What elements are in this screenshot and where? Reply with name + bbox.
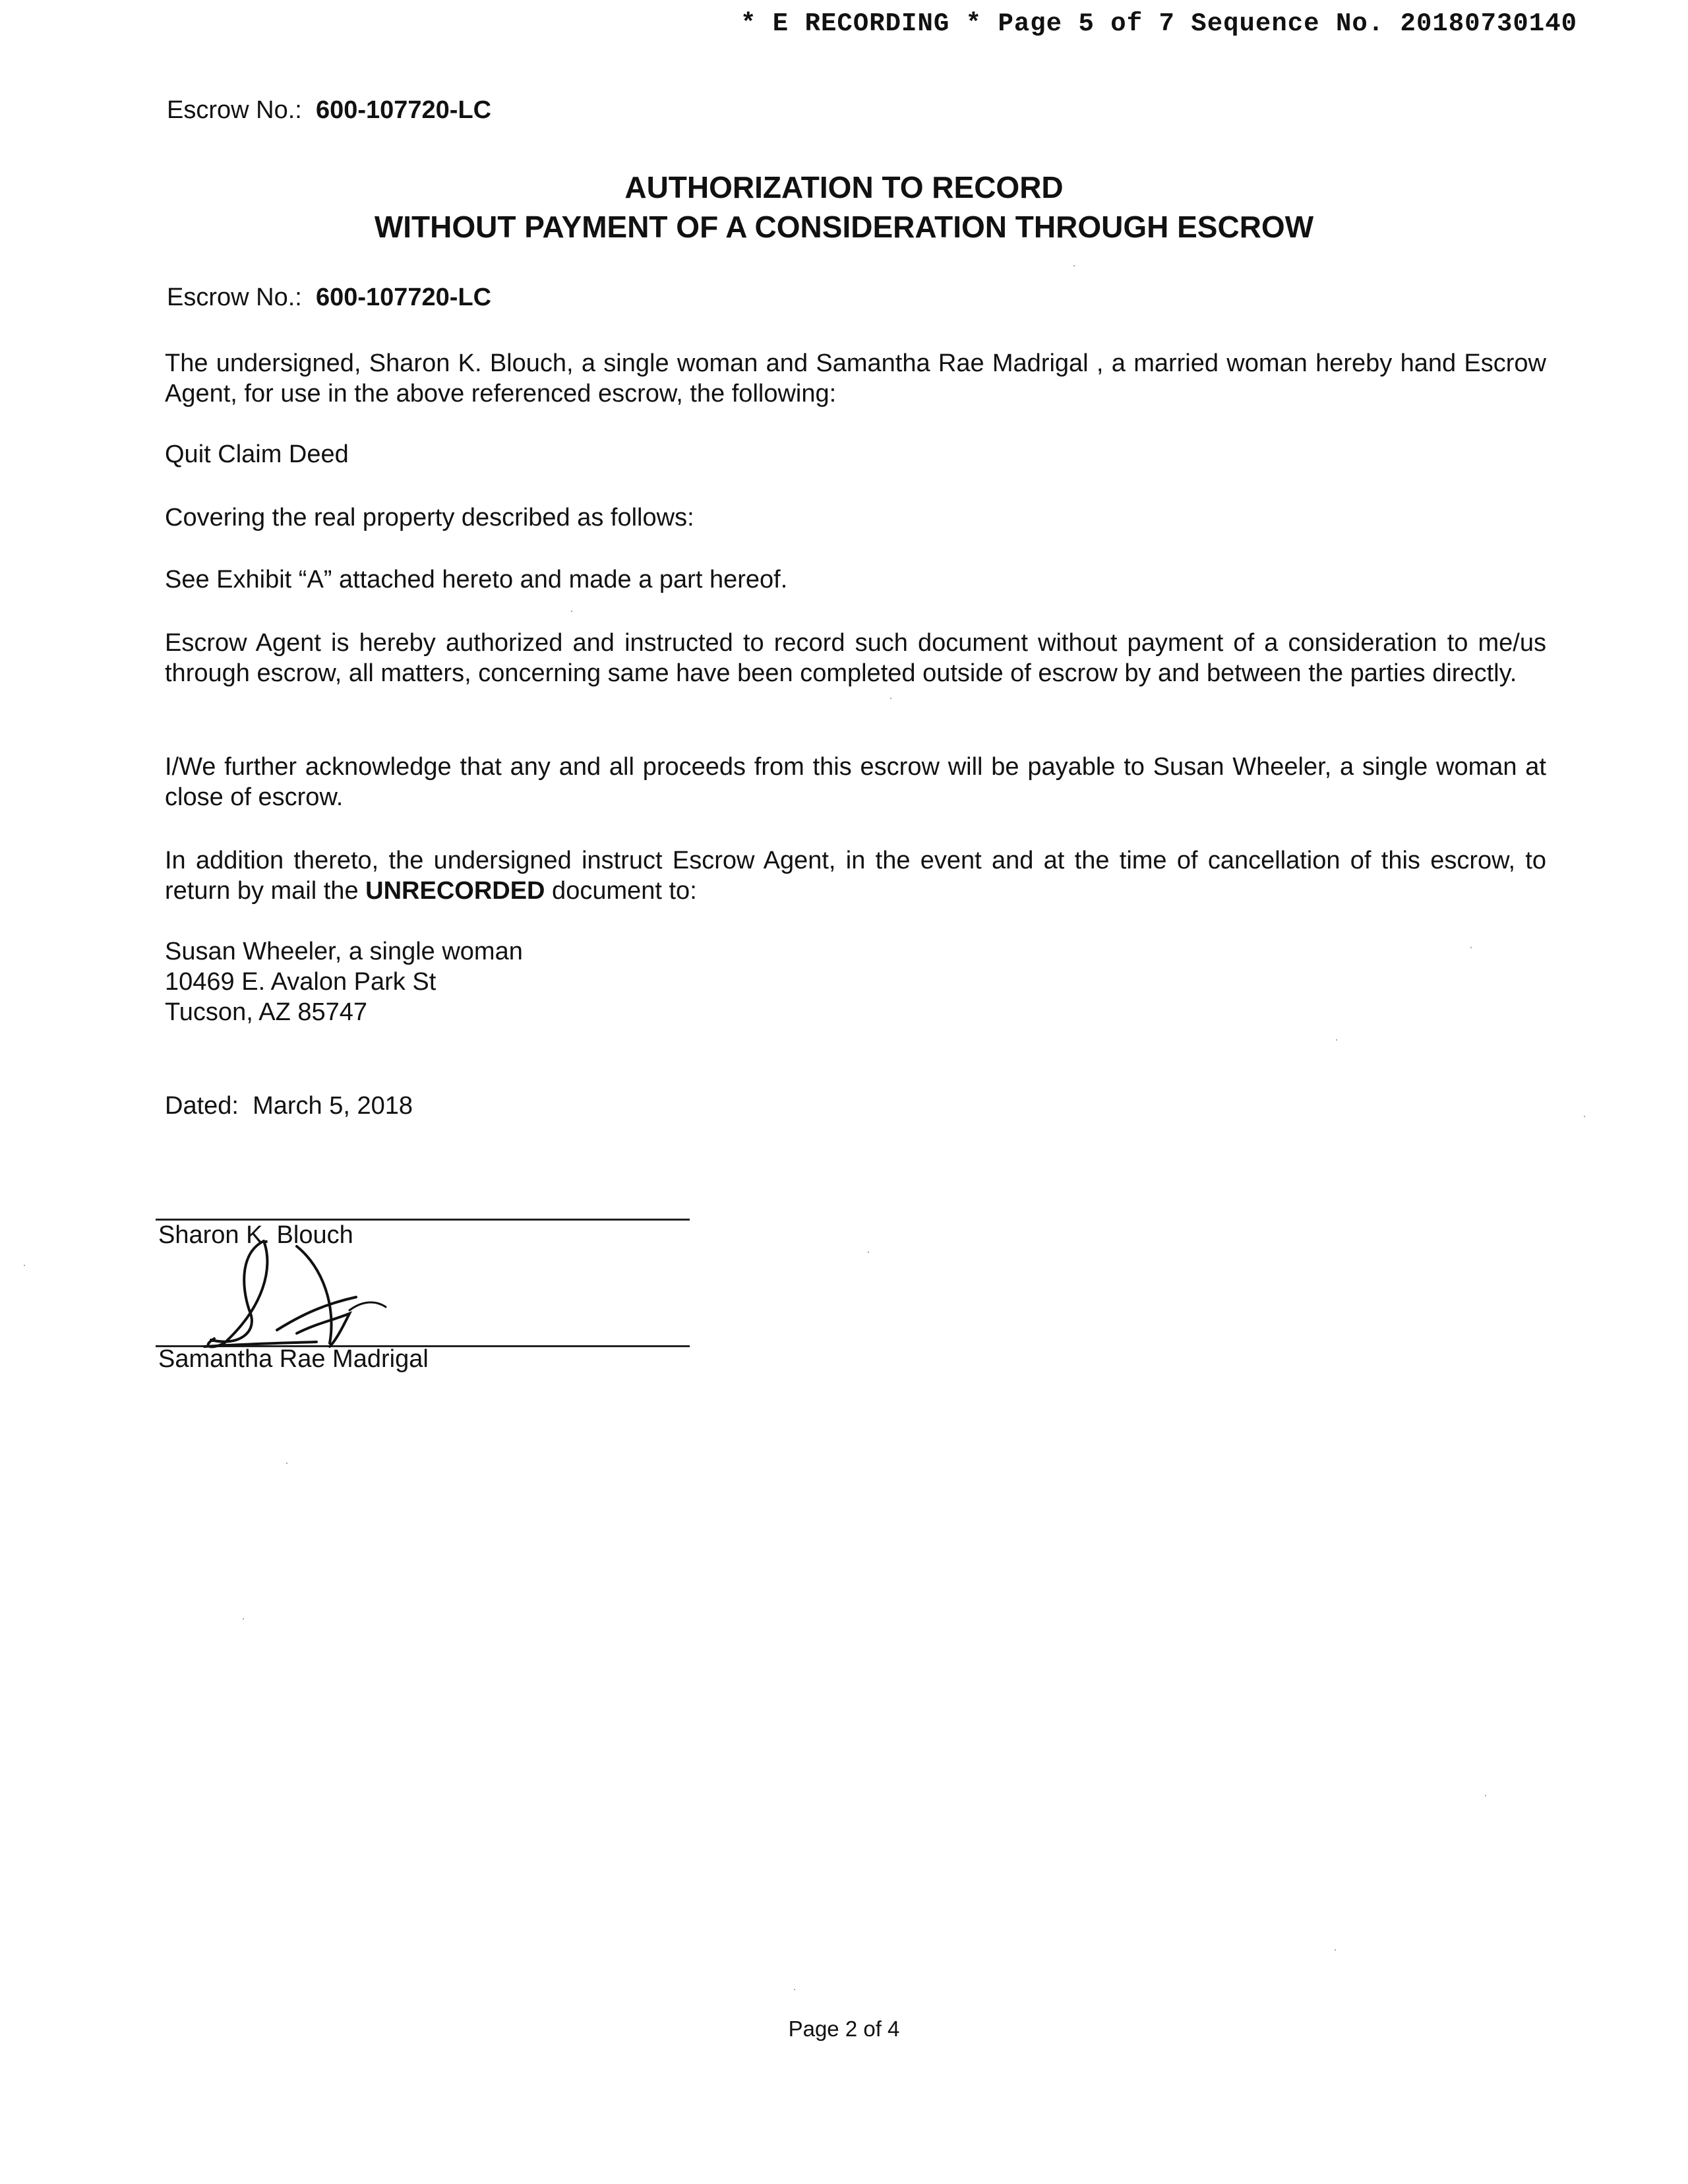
escrow-number-top (167, 96, 491, 125)
signer1-name: Sharon K. Blouch (158, 1221, 353, 1249)
return-address-city: Tucson, AZ 85747 (165, 998, 368, 1026)
escrow-label: Escrow No.: (167, 96, 302, 124)
document-title-line1: AUTHORIZATION TO RECORD (624, 170, 1064, 204)
page-number: Page 2 of 4 (788, 2017, 900, 2041)
authorization-paragraph: Escrow Agent is hereby authorized and instructed to record such document without payment of a consideration to me/us through escrow, all matters, concerning same have been completed outside of escrow by and between the parties directly. (165, 629, 1546, 687)
scan-speck (243, 1618, 244, 1620)
proceeds-paragraph: I/We further acknowledge that any and all proceeds from this escrow will be payable to Susan Wheeler, a single woman at close of escrow. (165, 753, 1546, 811)
scan-speck (571, 611, 572, 612)
scan-speck (868, 1252, 869, 1253)
scan-speck (1485, 1795, 1486, 1796)
escrow-number: 600-107720-LC (315, 96, 492, 124)
exhibit-text: See Exhibit “A” attached hereto and made a part hereof. (165, 566, 788, 593)
scan-speck (890, 698, 891, 699)
recording-header: * E RECORDING * Page 5 of 7 Sequence No. 20180730140 (740, 9, 1577, 38)
scan-speck (286, 1463, 287, 1464)
intro-paragraph: The undersigned, Sharon K. Blouch, a single woman and Samantha Rae Madrigal , a married woman hereby hand Escrow Agent, for use in the above referenced escrow, the following: (165, 349, 1546, 408)
scan-speck (1584, 1116, 1585, 1117)
return-address-name: Susan Wheeler, a single woman (165, 938, 523, 965)
scan-speck (1073, 265, 1075, 266)
dated-value: March 5, 2018 (253, 1092, 413, 1120)
scan-speck (1470, 947, 1472, 948)
dated-label: Dated: (165, 1092, 239, 1120)
document-title-line2: WITHOUT PAYMENT OF A CONSIDERATION THROUGH ESCROW (374, 210, 1314, 244)
document-name: Quit Claim Deed (165, 440, 349, 468)
return-address-street: 10469 E. Avalon Park St (165, 968, 437, 996)
scan-speck (24, 1265, 25, 1266)
handwritten-signature (165, 1215, 534, 1366)
scan-speck (1336, 1039, 1337, 1041)
signer2-name: Samantha Rae Madrigal (158, 1345, 429, 1373)
escrow-number: 600-107720-LC (315, 284, 492, 311)
scan-speck (794, 1989, 795, 1990)
unrecorded-emphasis: UNRECORDED (365, 877, 545, 905)
escrow-label: Escrow No.: (167, 284, 302, 311)
dated-line (165, 1091, 413, 1121)
escrow-number-second (167, 284, 491, 312)
scan-speck (1335, 1949, 1336, 1951)
covering-text: Covering the real property described as follows: (165, 504, 694, 531)
cancellation-paragraph: In addition thereto, the undersigned instruct Escrow Agent, in the event and at the time of cancellation of this escrow, to return by mail the UNRECORDED document to: (165, 847, 1546, 905)
